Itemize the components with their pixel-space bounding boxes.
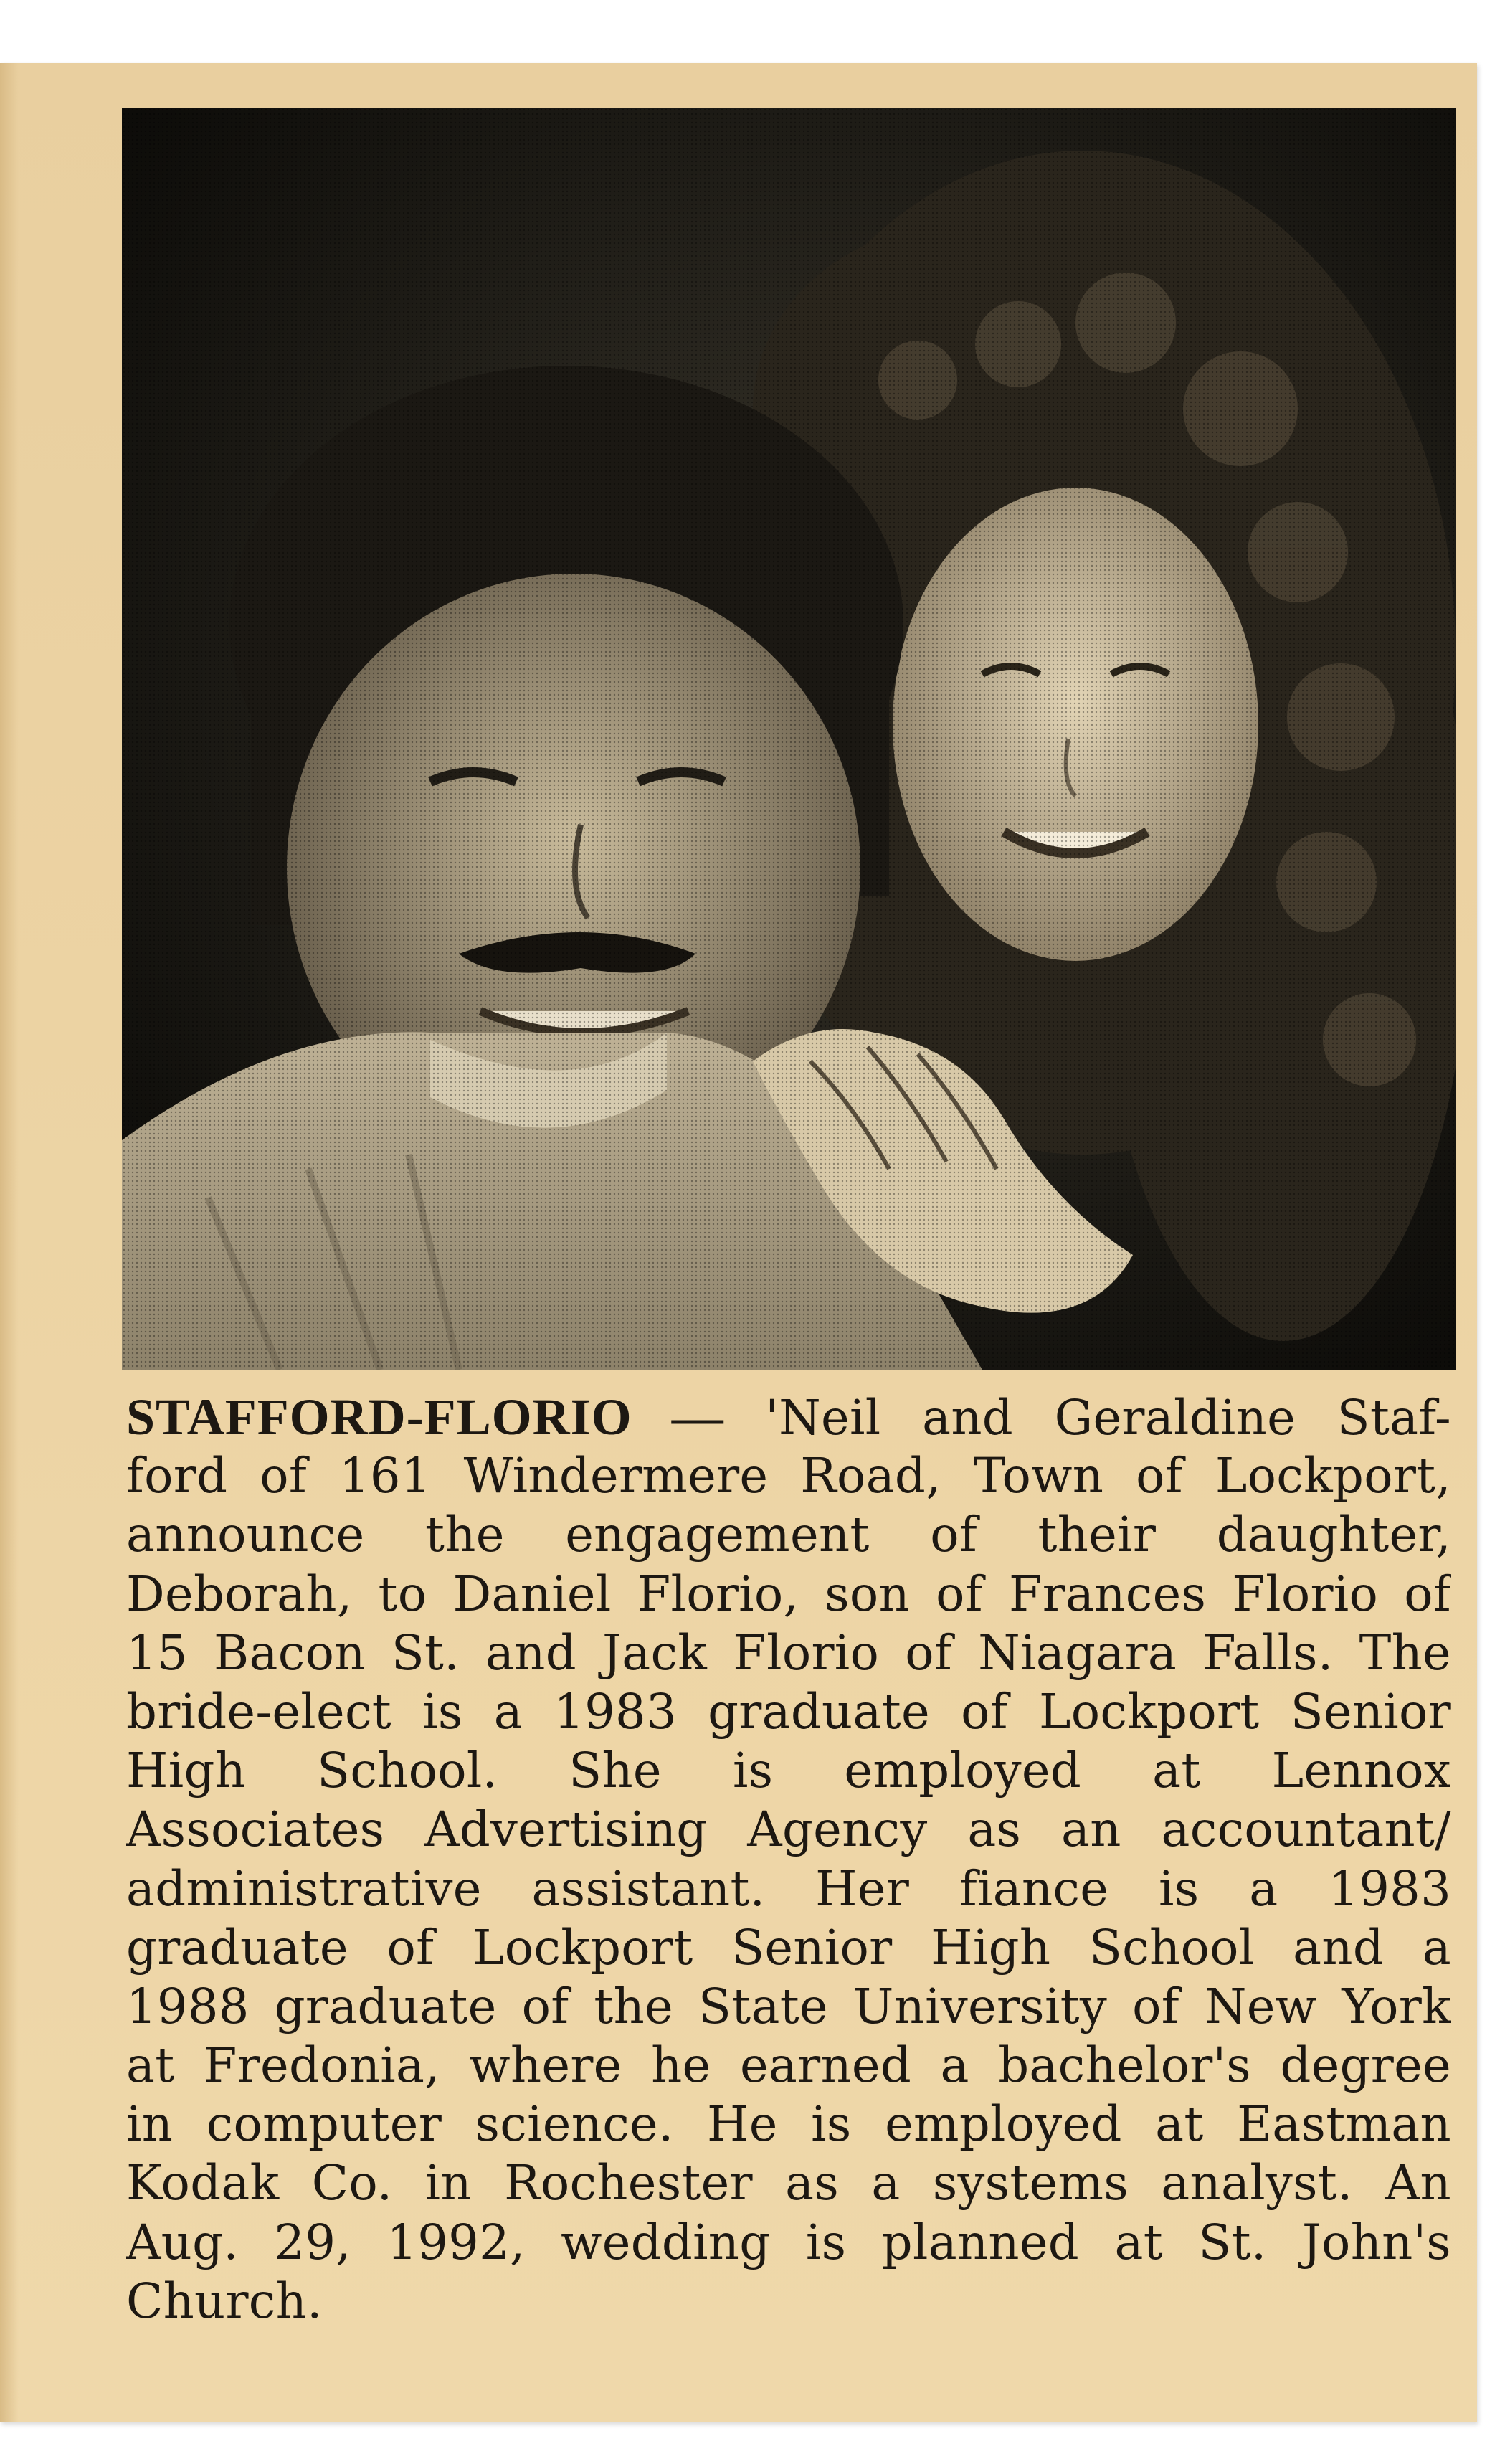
article-line: Deborah, to Daniel Florio, son of Frances Florio of bbox=[126, 1565, 1451, 1622]
article-line-1-text: 'Neil and Geraldine Staf- bbox=[765, 1390, 1451, 1446]
clipping-edge-shadow bbox=[0, 63, 19, 2422]
article-line: Associates Advertising Agency as an accountant/ bbox=[126, 1801, 1451, 1858]
article-line-last: Church. bbox=[126, 2273, 323, 2329]
article-line: at Fredonia, where he earned a bachelor's degree bbox=[126, 2037, 1451, 2094]
headline: STAFFORD-FLORIO — bbox=[126, 1388, 724, 1446]
article-line: 1988 graduate of the State University of New York bbox=[126, 1978, 1451, 2034]
engagement-photo bbox=[122, 108, 1456, 1370]
article-line-1 bbox=[126, 1388, 1451, 1446]
engagement-announcement bbox=[126, 1388, 1451, 2331]
article-line: in computer science. He is employed at Eastman bbox=[126, 2096, 1451, 2153]
article-line: announce the engagement of their daughter, bbox=[126, 1507, 1451, 1563]
article-line: High School. She is employed at Lennox bbox=[126, 1743, 1451, 1799]
article-line: ford of 161 Windermere Road, Town of Lockport, bbox=[126, 1448, 1451, 1505]
article-line: graduate of Lockport Senior High School and a bbox=[126, 1919, 1451, 1976]
article-line: bride-elect is a 1983 graduate of Lockport Senior bbox=[126, 1683, 1451, 1740]
article-line: Kodak Co. in Rochester as a systems analyst. An bbox=[126, 2155, 1451, 2212]
article-line: Aug. 29, 1992, wedding is planned at St. John's bbox=[126, 2214, 1451, 2270]
article-line: 15 Bacon St. and Jack Florio of Niagara Falls. The bbox=[126, 1624, 1451, 1681]
article-line: administrative assistant. Her fiance is a 1983 bbox=[126, 1860, 1451, 1917]
